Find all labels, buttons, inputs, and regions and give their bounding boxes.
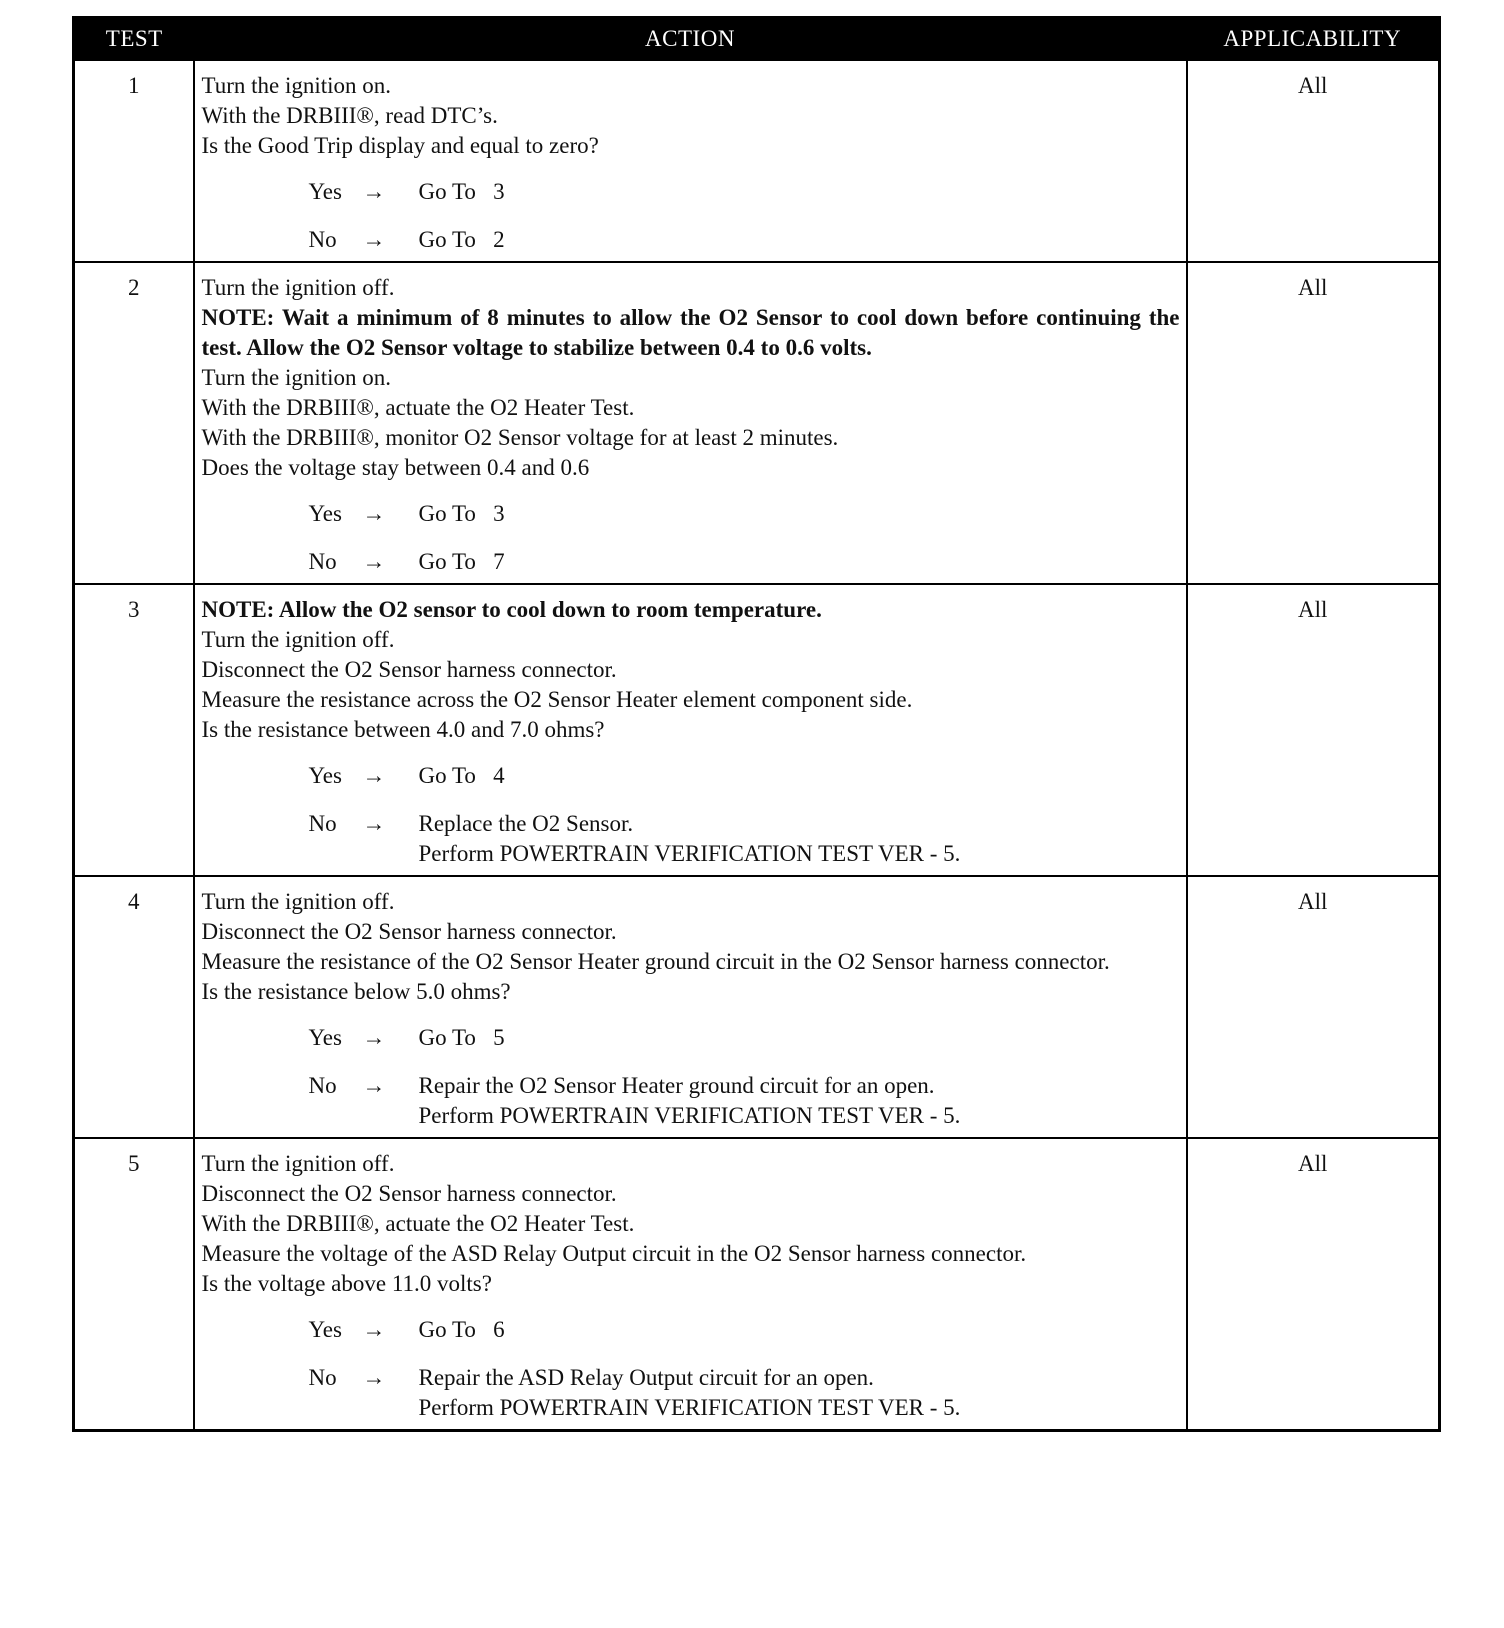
- action-cell: [194, 60, 1187, 262]
- branch-result: [419, 1315, 1180, 1345]
- branch-result-line: Go To 4: [418, 763, 505, 788]
- no-branch: [309, 1071, 1180, 1131]
- arrow-icon: →: [362, 763, 386, 788]
- yes-branch: [309, 177, 1180, 207]
- table-row: [74, 60, 1440, 262]
- yes-branch: [309, 761, 1180, 791]
- no-branch: [309, 1363, 1180, 1423]
- applicability-value: All: [1187, 60, 1440, 262]
- action-line: Disconnect the O2 Sensor harness connector.: [201, 1181, 617, 1206]
- action-line: Is the Good Trip display and equal to zero?: [201, 133, 599, 158]
- no-branch: [309, 547, 1180, 577]
- action-line: Is the voltage above 11.0 volts?: [201, 1271, 492, 1296]
- branch-answer: Yes: [308, 763, 342, 788]
- test-number: 2: [74, 262, 194, 584]
- action-line: Turn the ignition off.: [201, 1151, 395, 1176]
- no-branch: [309, 809, 1180, 869]
- branch-result: [419, 225, 1180, 255]
- action-line: Disconnect the O2 Sensor harness connector.: [201, 657, 617, 682]
- table-row: [74, 876, 1440, 1138]
- action-line: Measure the resistance of the O2 Sensor Heater ground circuit in the O2 Sensor harness connector.: [201, 949, 1110, 974]
- action-cell: [194, 1138, 1187, 1431]
- action-line: Turn the ignition off.: [201, 275, 395, 300]
- branch-answer: No: [308, 227, 337, 252]
- yes-branch: [309, 1023, 1180, 1053]
- branch-list: [202, 1023, 1180, 1131]
- test-number: 4: [74, 876, 194, 1138]
- diagnostic-test-sheet: [72, 16, 1438, 1432]
- branch-list: [202, 499, 1180, 577]
- action-line: Measure the voltage of the ASD Relay Output circuit in the O2 Sensor harness connector.: [201, 1241, 1027, 1266]
- branch-result: [419, 1023, 1180, 1053]
- header-action: ACTION: [194, 18, 1187, 61]
- action-line: Measure the resistance across the O2 Sensor Heater element component side.: [201, 687, 913, 712]
- branch-answer: No: [308, 549, 337, 574]
- note-text: NOTE: Wait a minimum of 8 minutes to allow the O2 Sensor to cool down before continuing the test. Allow the O2 Sensor voltage to stabilize between 0.4 to 0.6 volts.: [201, 305, 1180, 360]
- branch-result-line: Perform POWERTRAIN VERIFICATION TEST VER - 5.: [418, 841, 961, 866]
- branch-answer: No: [308, 1365, 337, 1390]
- branch-answer: Yes: [308, 501, 342, 526]
- action-line: With the DRBIII®, monitor O2 Sensor voltage for at least 2 minutes.: [201, 425, 839, 450]
- branch-answer: No: [308, 1073, 337, 1098]
- applicability-value: All: [1187, 876, 1440, 1138]
- no-branch: [309, 225, 1180, 255]
- header-test: TEST: [74, 18, 194, 61]
- branch-answer: Yes: [308, 1317, 342, 1342]
- branch-result: [419, 809, 1180, 869]
- arrow-icon: →: [362, 227, 386, 252]
- branch-result-line: Go To 3: [418, 179, 505, 204]
- action-line: Is the resistance between 4.0 and 7.0 ohms?: [201, 717, 605, 742]
- arrow-icon: →: [362, 501, 386, 526]
- applicability-value: All: [1187, 262, 1440, 584]
- branch-list: [202, 177, 1180, 255]
- arrow-icon: →: [362, 1317, 386, 1342]
- branch-result: [419, 1071, 1180, 1131]
- branch-result-line: Go To 7: [418, 549, 505, 574]
- branch-result-line: Go To 2: [418, 227, 505, 252]
- branch-answer: Yes: [308, 179, 342, 204]
- branch-result-line: Perform POWERTRAIN VERIFICATION TEST VER - 5.: [418, 1103, 961, 1128]
- table-row: [74, 262, 1440, 584]
- arrow-icon: →: [362, 1073, 386, 1098]
- yes-branch: [309, 499, 1180, 529]
- action-line: Is the resistance below 5.0 ohms?: [201, 979, 511, 1004]
- action-cell: [194, 876, 1187, 1138]
- action-cell: [194, 262, 1187, 584]
- branch-result: [419, 761, 1180, 791]
- action-line: Turn the ignition off.: [201, 889, 395, 914]
- branch-result: [419, 547, 1180, 577]
- branch-answer: No: [308, 811, 337, 836]
- arrow-icon: →: [362, 1365, 386, 1390]
- yes-branch: [309, 1315, 1180, 1345]
- arrow-icon: →: [362, 1025, 386, 1050]
- branch-result-line: Repair the ASD Relay Output circuit for an open.: [418, 1365, 874, 1390]
- arrow-icon: →: [362, 179, 386, 204]
- arrow-icon: →: [362, 811, 386, 836]
- action-cell: [194, 584, 1187, 876]
- action-line: With the DRBIII®, read DTC’s.: [201, 103, 498, 128]
- table-row: [74, 584, 1440, 876]
- branch-result-line: Go To 3: [418, 501, 505, 526]
- branch-result-line: Replace the O2 Sensor.: [418, 811, 634, 836]
- action-line: Does the voltage stay between 0.4 and 0.6: [201, 455, 590, 480]
- test-number: 1: [74, 60, 194, 262]
- test-number: 5: [74, 1138, 194, 1431]
- branch-result: [419, 499, 1180, 529]
- applicability-value: All: [1187, 1138, 1440, 1431]
- action-line: Turn the ignition off.: [201, 627, 395, 652]
- action-line: With the DRBIII®, actuate the O2 Heater Test.: [201, 1211, 635, 1236]
- branch-result-line: Go To 6: [418, 1317, 505, 1342]
- branch-result-line: Go To 5: [418, 1025, 505, 1050]
- applicability-value: All: [1187, 584, 1440, 876]
- table-header: [74, 18, 1440, 61]
- table-row: [74, 1138, 1440, 1431]
- action-line: Turn the ignition on.: [201, 73, 392, 98]
- branch-result: [419, 1363, 1180, 1423]
- branch-result: [419, 177, 1180, 207]
- branch-list: [202, 761, 1180, 869]
- branch-result-line: Repair the O2 Sensor Heater ground circuit for an open.: [418, 1073, 935, 1098]
- branch-list: [202, 1315, 1180, 1423]
- header-applicability: APPLICABILITY: [1187, 18, 1440, 61]
- branch-result-line: Perform POWERTRAIN VERIFICATION TEST VER - 5.: [418, 1395, 961, 1420]
- action-line: With the DRBIII®, actuate the O2 Heater Test.: [201, 395, 635, 420]
- branch-answer: Yes: [308, 1025, 342, 1050]
- note-text: NOTE: Allow the O2 sensor to cool down to room temperature.: [201, 597, 822, 622]
- test-number: 3: [74, 584, 194, 876]
- arrow-icon: →: [362, 549, 386, 574]
- diagnostic-table: [72, 16, 1441, 1432]
- action-line: Turn the ignition on.: [201, 365, 392, 390]
- action-line: Disconnect the O2 Sensor harness connector.: [201, 919, 617, 944]
